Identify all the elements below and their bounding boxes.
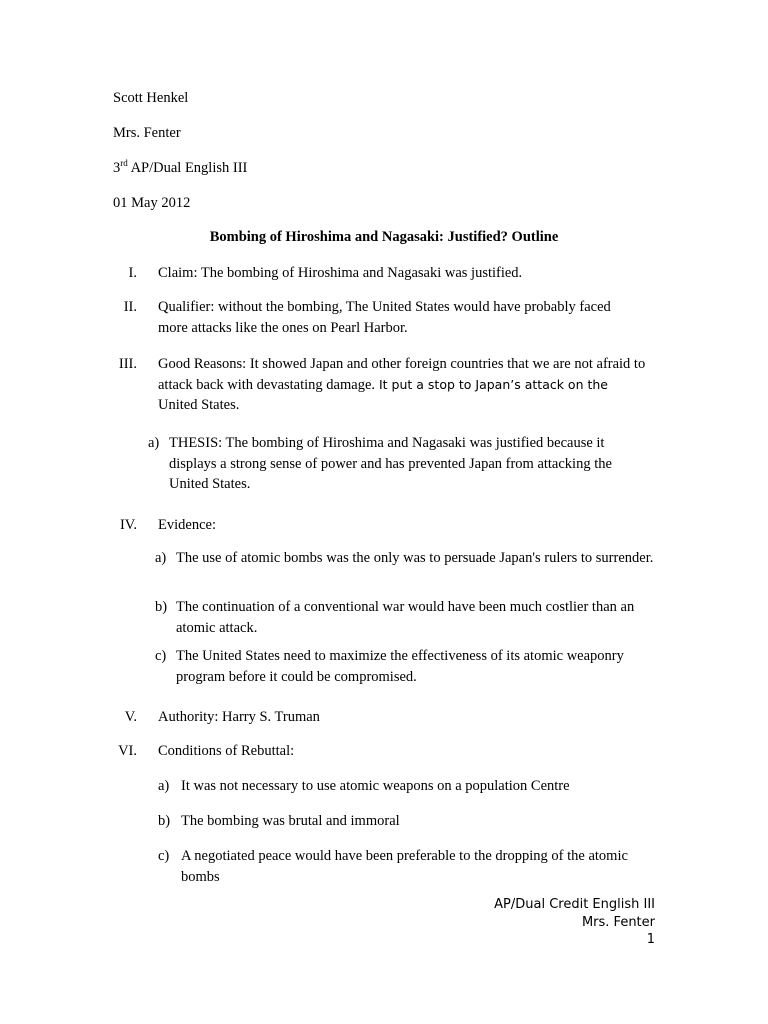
evidence-text: The United States need to maximize the effectiveness of its atomic weaponry program before it could be compromised. bbox=[176, 648, 624, 685]
outline-item-rebuttal bbox=[100, 741, 660, 762]
document-title: Bombing of Hiroshima and Nagasaki: Justified? Outline bbox=[209, 229, 559, 245]
outline-text: Qualifier: without the bombing, The United States would have probably faced more attacks like the ones on Pearl Harbor. bbox=[158, 299, 611, 336]
sub-label: c) bbox=[155, 648, 167, 664]
rebuttal-text: A negotiated peace would have been preferable to the dropping of the atomic bombs bbox=[181, 848, 628, 885]
outline-text: Evidence: bbox=[158, 517, 216, 533]
sub-label: a) bbox=[158, 778, 170, 794]
sub-label: a) bbox=[155, 550, 167, 566]
teacher-name: Mrs. Fenter bbox=[113, 125, 181, 141]
thesis-item bbox=[148, 433, 648, 495]
student-name: Scott Henkel bbox=[113, 90, 189, 106]
course-name: AP/Dual English III bbox=[130, 160, 248, 176]
footer-teacher: Mrs. Fenter bbox=[581, 914, 655, 930]
outline-number: II. bbox=[123, 299, 137, 315]
class-period bbox=[113, 160, 247, 177]
outline-number: IV. bbox=[119, 517, 137, 533]
outline-text-end: United States. bbox=[158, 397, 240, 413]
sub-label: a) bbox=[148, 435, 160, 451]
outline-item-authority bbox=[100, 707, 660, 728]
period-suffix: rd bbox=[120, 158, 128, 168]
footer-course: AP/Dual Credit English III bbox=[494, 897, 655, 912]
outline-item-reasons bbox=[100, 354, 660, 416]
outline-text: Authority: Harry S. Truman bbox=[158, 709, 320, 725]
outline-item-qualifier bbox=[100, 297, 660, 338]
evidence-item-c bbox=[155, 646, 655, 687]
date: 01 May 2012 bbox=[113, 195, 191, 211]
outline-item-evidence bbox=[100, 515, 660, 536]
rebuttal-text: The bombing was brutal and immoral bbox=[181, 813, 400, 829]
period-number: 3 bbox=[113, 160, 121, 176]
outline-text-block bbox=[158, 354, 660, 416]
outline-item-claim bbox=[100, 263, 660, 284]
rebuttal-item-a bbox=[158, 776, 658, 797]
outline-text: Conditions of Rebuttal: bbox=[158, 743, 295, 759]
outline-number: III. bbox=[118, 356, 137, 372]
thesis-text: THESIS: The bombing of Hiroshima and Nagasaki was justified because it displays a strong sense of power and has prevented Japan from attacking the United States. bbox=[169, 435, 612, 492]
outline-text-continued: It put a stop to Japan’s attack on the bbox=[375, 376, 608, 392]
sub-label: c) bbox=[158, 848, 170, 864]
sub-label: b) bbox=[155, 599, 168, 615]
outline-number: V. bbox=[124, 709, 137, 725]
evidence-item-a bbox=[155, 548, 655, 569]
evidence-item-b bbox=[155, 597, 660, 638]
rebuttal-item-c bbox=[158, 846, 658, 887]
outline-text: Good Reasons: It showed Japan and other foreign countries that we are not afraid to attack back with devastating damage. bbox=[158, 356, 646, 393]
outline-number: I. bbox=[128, 265, 137, 281]
sub-label: b) bbox=[158, 813, 171, 829]
evidence-text: The continuation of a conventional war would have been much costlier than an atomic attack. bbox=[176, 599, 635, 636]
rebuttal-text: It was not necessary to use atomic weapons on a population Centre bbox=[181, 778, 570, 794]
evidence-text: The use of atomic bombs was the only was to persuade Japan's rulers to surrender. bbox=[176, 550, 654, 566]
rebuttal-item-b bbox=[158, 811, 658, 832]
outline-number: VI. bbox=[118, 743, 137, 759]
page-number: 1 bbox=[646, 932, 655, 947]
outline-text: Claim: The bombing of Hiroshima and Nagasaki was justified. bbox=[158, 265, 523, 281]
page-footer bbox=[494, 896, 655, 949]
